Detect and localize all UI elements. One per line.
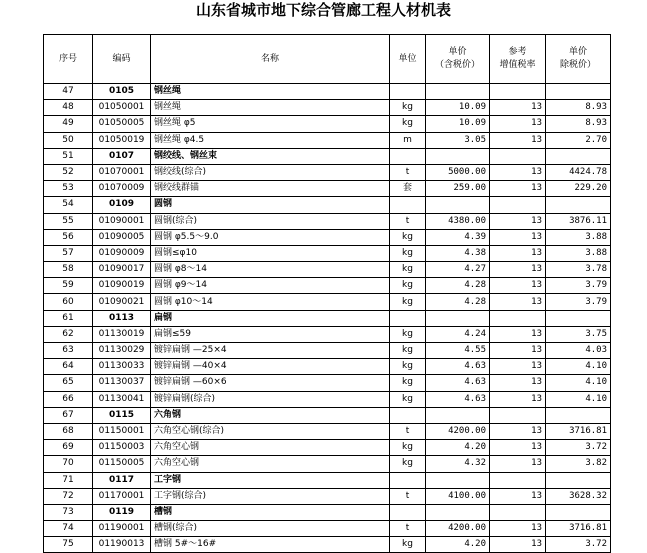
cell-code: 0119: [93, 504, 151, 520]
table-row: [44, 278, 611, 294]
cell-name: 镀锌扁钢(综合): [151, 391, 390, 407]
cell-vat: 13: [490, 262, 546, 278]
table-row: [44, 440, 611, 456]
cell-code: 01090021: [93, 294, 151, 310]
cell-seq: 67: [44, 407, 93, 423]
cell-price-incl: 4380.00: [426, 213, 490, 229]
cell-seq: 61: [44, 310, 93, 326]
cell-seq: 59: [44, 278, 93, 294]
table-group-row: [44, 197, 611, 213]
cell-vat: [490, 197, 546, 213]
table-group-row: [44, 504, 611, 520]
cell-unit: kg: [390, 294, 426, 310]
cell-price-excl: 3.88: [546, 245, 611, 261]
cell-price-incl: 4.20: [426, 440, 490, 456]
cell-name: 镀锌扁钢 —25×4: [151, 343, 390, 359]
cell-price-excl: 3.79: [546, 278, 611, 294]
cell-unit: kg: [390, 537, 426, 553]
cell-vat: 13: [490, 456, 546, 472]
table-group-row: [44, 148, 611, 164]
cell-vat: 13: [490, 116, 546, 132]
cell-code: 01050005: [93, 116, 151, 132]
cell-price-incl: [426, 310, 490, 326]
cell-name: 钢丝绳 φ4.5: [151, 132, 390, 148]
cell-unit: 套: [390, 181, 426, 197]
cell-price-incl: 4100.00: [426, 488, 490, 504]
cell-name: 六角钢: [151, 407, 390, 423]
cell-code: 01190013: [93, 537, 151, 553]
table-row: [44, 132, 611, 148]
cell-price-excl: 3.79: [546, 294, 611, 310]
cell-code: 01090001: [93, 213, 151, 229]
header-code: 编码: [93, 35, 151, 84]
cell-unit: m: [390, 132, 426, 148]
cell-name: 钢绞线、钢丝束: [151, 148, 390, 164]
cell-vat: 13: [490, 294, 546, 310]
cell-code: 0117: [93, 472, 151, 488]
cell-seq: 52: [44, 164, 93, 180]
cell-price-excl: 8.93: [546, 100, 611, 116]
cell-price-incl: 4.63: [426, 375, 490, 391]
cell-seq: 53: [44, 181, 93, 197]
cell-price-incl: 4200.00: [426, 521, 490, 537]
cell-vat: 13: [490, 278, 546, 294]
table-row: [44, 181, 611, 197]
cell-price-excl: 4.10: [546, 375, 611, 391]
cell-name: 槽钢 5#～16#: [151, 537, 390, 553]
cell-unit: kg: [390, 229, 426, 245]
cell-code: 01150003: [93, 440, 151, 456]
cell-vat: 13: [490, 326, 546, 342]
cell-name: 镀锌扁钢 —60×6: [151, 375, 390, 391]
table-row: [44, 521, 611, 537]
cell-unit: kg: [390, 116, 426, 132]
table-row: [44, 488, 611, 504]
cell-price-incl: [426, 197, 490, 213]
header-seq: 序号: [44, 35, 93, 84]
table-row: [44, 245, 611, 261]
materials-table: [43, 34, 611, 553]
cell-seq: 68: [44, 423, 93, 439]
cell-code: 01150001: [93, 423, 151, 439]
cell-unit: [390, 504, 426, 520]
cell-vat: 13: [490, 164, 546, 180]
cell-unit: kg: [390, 456, 426, 472]
cell-price-incl: [426, 84, 490, 100]
cell-unit: kg: [390, 262, 426, 278]
cell-vat: 13: [490, 521, 546, 537]
cell-code: 01090005: [93, 229, 151, 245]
cell-name: 工字钢(综合): [151, 488, 390, 504]
cell-vat: [490, 148, 546, 164]
table-header-row: [44, 35, 611, 84]
cell-seq: 51: [44, 148, 93, 164]
cell-unit: [390, 472, 426, 488]
table-row: [44, 456, 611, 472]
cell-vat: 13: [490, 391, 546, 407]
cell-price-incl: 4.28: [426, 294, 490, 310]
cell-price-incl: [426, 407, 490, 423]
table-row: [44, 164, 611, 180]
cell-seq: 63: [44, 343, 93, 359]
cell-seq: 47: [44, 84, 93, 100]
cell-seq: 60: [44, 294, 93, 310]
cell-seq: 50: [44, 132, 93, 148]
cell-seq: 57: [44, 245, 93, 261]
cell-price-incl: 4.20: [426, 537, 490, 553]
cell-code: 01090009: [93, 245, 151, 261]
cell-vat: 13: [490, 213, 546, 229]
cell-code: 01170001: [93, 488, 151, 504]
cell-price-incl: 259.00: [426, 181, 490, 197]
cell-price-excl: 2.70: [546, 132, 611, 148]
cell-price-excl: [546, 472, 611, 488]
cell-name: 槽钢(综合): [151, 521, 390, 537]
cell-vat: 13: [490, 343, 546, 359]
cell-price-incl: 5000.00: [426, 164, 490, 180]
cell-price-excl: 3876.11: [546, 213, 611, 229]
cell-seq: 48: [44, 100, 93, 116]
table-row: [44, 375, 611, 391]
table-row: [44, 262, 611, 278]
cell-unit: t: [390, 423, 426, 439]
cell-unit: t: [390, 213, 426, 229]
cell-name: 圆钢 φ5.5～9.0: [151, 229, 390, 245]
cell-name: 圆钢 φ8～14: [151, 262, 390, 278]
table-group-row: [44, 310, 611, 326]
cell-seq: 72: [44, 488, 93, 504]
cell-code: 01090019: [93, 278, 151, 294]
cell-price-excl: [546, 84, 611, 100]
cell-vat: [490, 472, 546, 488]
cell-name: 圆钢 φ9～14: [151, 278, 390, 294]
cell-seq: 65: [44, 375, 93, 391]
cell-price-excl: 3.75: [546, 326, 611, 342]
cell-price-excl: [546, 148, 611, 164]
cell-code: 01050001: [93, 100, 151, 116]
cell-price-excl: 3.82: [546, 456, 611, 472]
cell-code: 01130033: [93, 359, 151, 375]
cell-price-incl: 10.09: [426, 116, 490, 132]
cell-price-excl: [546, 197, 611, 213]
cell-name: 扁钢≤59: [151, 326, 390, 342]
cell-price-incl: 4200.00: [426, 423, 490, 439]
table-row: [44, 326, 611, 342]
cell-price-excl: [546, 407, 611, 423]
cell-vat: [490, 310, 546, 326]
cell-seq: 73: [44, 504, 93, 520]
cell-vat: [490, 407, 546, 423]
cell-code: 01130037: [93, 375, 151, 391]
header-vat: 参考 增值税率: [490, 35, 546, 84]
cell-name: 圆钢 φ10～14: [151, 294, 390, 310]
cell-unit: [390, 407, 426, 423]
cell-unit: [390, 310, 426, 326]
cell-name: 钢丝绳: [151, 84, 390, 100]
cell-price-incl: 4.28: [426, 278, 490, 294]
cell-vat: 13: [490, 423, 546, 439]
cell-name: 钢丝绳 φ5: [151, 116, 390, 132]
cell-price-excl: [546, 504, 611, 520]
cell-name: 扁钢: [151, 310, 390, 326]
cell-price-incl: 4.39: [426, 229, 490, 245]
cell-vat: [490, 84, 546, 100]
cell-seq: 62: [44, 326, 93, 342]
cell-vat: 13: [490, 359, 546, 375]
cell-price-incl: 4.55: [426, 343, 490, 359]
cell-price-incl: 4.27: [426, 262, 490, 278]
cell-code: 01130019: [93, 326, 151, 342]
cell-name: 工字钢: [151, 472, 390, 488]
cell-price-incl: 10.09: [426, 100, 490, 116]
cell-price-excl: 3.72: [546, 440, 611, 456]
cell-price-excl: 8.93: [546, 116, 611, 132]
table-row: [44, 229, 611, 245]
cell-unit: [390, 148, 426, 164]
cell-unit: kg: [390, 245, 426, 261]
cell-seq: 58: [44, 262, 93, 278]
cell-price-excl: 4.10: [546, 359, 611, 375]
cell-seq: 66: [44, 391, 93, 407]
cell-price-excl: 3716.81: [546, 423, 611, 439]
cell-unit: kg: [390, 375, 426, 391]
cell-name: 圆钢: [151, 197, 390, 213]
table-row: [44, 343, 611, 359]
cell-price-excl: 3628.32: [546, 488, 611, 504]
cell-seq: 70: [44, 456, 93, 472]
cell-seq: 55: [44, 213, 93, 229]
cell-vat: 13: [490, 245, 546, 261]
cell-code: 01070009: [93, 181, 151, 197]
cell-vat: 13: [490, 440, 546, 456]
cell-name: 钢丝绳: [151, 100, 390, 116]
cell-seq: 74: [44, 521, 93, 537]
cell-name: 六角空心钢: [151, 440, 390, 456]
cell-price-excl: 3.78: [546, 262, 611, 278]
table-row: [44, 213, 611, 229]
cell-vat: 13: [490, 229, 546, 245]
cell-code: 0105: [93, 84, 151, 100]
table-group-row: [44, 472, 611, 488]
cell-seq: 49: [44, 116, 93, 132]
cell-unit: kg: [390, 440, 426, 456]
cell-code: 01070001: [93, 164, 151, 180]
cell-name: 钢绞线群锚: [151, 181, 390, 197]
header-name: 名称: [151, 35, 390, 84]
cell-code: 01130041: [93, 391, 151, 407]
cell-code: 01190001: [93, 521, 151, 537]
cell-vat: 13: [490, 181, 546, 197]
cell-unit: [390, 84, 426, 100]
cell-code: 0113: [93, 310, 151, 326]
cell-name: 槽钢: [151, 504, 390, 520]
table-row: [44, 359, 611, 375]
cell-name: 六角空心钢: [151, 456, 390, 472]
cell-code: 0115: [93, 407, 151, 423]
cell-code: 0107: [93, 148, 151, 164]
cell-name: 圆钢(综合): [151, 213, 390, 229]
cell-code: 01050019: [93, 132, 151, 148]
cell-price-excl: 3.72: [546, 537, 611, 553]
table-row: [44, 294, 611, 310]
cell-price-incl: [426, 504, 490, 520]
cell-name: 钢绞线(综合): [151, 164, 390, 180]
table-row: [44, 391, 611, 407]
header-price-incl: 单价 （含税价）: [426, 35, 490, 84]
cell-name: 圆钢≤φ10: [151, 245, 390, 261]
cell-unit: kg: [390, 359, 426, 375]
cell-price-incl: 4.63: [426, 359, 490, 375]
cell-price-excl: 4424.78: [546, 164, 611, 180]
cell-unit: t: [390, 521, 426, 537]
cell-unit: t: [390, 164, 426, 180]
cell-unit: t: [390, 488, 426, 504]
cell-unit: [390, 197, 426, 213]
cell-vat: 13: [490, 132, 546, 148]
cell-unit: kg: [390, 326, 426, 342]
cell-unit: kg: [390, 391, 426, 407]
cell-price-excl: 229.20: [546, 181, 611, 197]
table-group-row: [44, 407, 611, 423]
table-row: [44, 116, 611, 132]
cell-price-incl: 4.63: [426, 391, 490, 407]
cell-seq: 56: [44, 229, 93, 245]
cell-price-incl: 3.05: [426, 132, 490, 148]
cell-price-excl: [546, 310, 611, 326]
table-row: [44, 100, 611, 116]
cell-seq: 75: [44, 537, 93, 553]
cell-vat: 13: [490, 100, 546, 116]
cell-name: 镀锌扁钢 —40×4: [151, 359, 390, 375]
cell-seq: 64: [44, 359, 93, 375]
cell-code: 01150005: [93, 456, 151, 472]
cell-price-excl: 3.88: [546, 229, 611, 245]
cell-name: 六角空心钢(综合): [151, 423, 390, 439]
cell-vat: [490, 504, 546, 520]
page-title: 山东省城市地下综合管廊工程人材机表: [195, 1, 451, 19]
cell-seq: 71: [44, 472, 93, 488]
cell-code: 01130029: [93, 343, 151, 359]
table-row: [44, 537, 611, 553]
cell-unit: kg: [390, 278, 426, 294]
cell-unit: kg: [390, 100, 426, 116]
cell-price-excl: 4.10: [546, 391, 611, 407]
header-unit: 单位: [390, 35, 426, 84]
cell-price-excl: 3716.81: [546, 521, 611, 537]
cell-vat: 13: [490, 375, 546, 391]
header-price-excl: 单价 除税价）: [546, 35, 611, 84]
cell-price-excl: 4.03: [546, 343, 611, 359]
cell-price-incl: [426, 472, 490, 488]
cell-unit: kg: [390, 343, 426, 359]
table-group-row: [44, 84, 611, 100]
cell-code: 0109: [93, 197, 151, 213]
cell-price-incl: [426, 148, 490, 164]
cell-vat: 13: [490, 537, 546, 553]
cell-seq: 54: [44, 197, 93, 213]
cell-seq: 69: [44, 440, 93, 456]
cell-price-incl: 4.24: [426, 326, 490, 342]
cell-price-incl: 4.38: [426, 245, 490, 261]
table-body: [44, 84, 611, 553]
cell-vat: 13: [490, 488, 546, 504]
cell-price-incl: 4.32: [426, 456, 490, 472]
table-row: [44, 423, 611, 439]
cell-code: 01090017: [93, 262, 151, 278]
